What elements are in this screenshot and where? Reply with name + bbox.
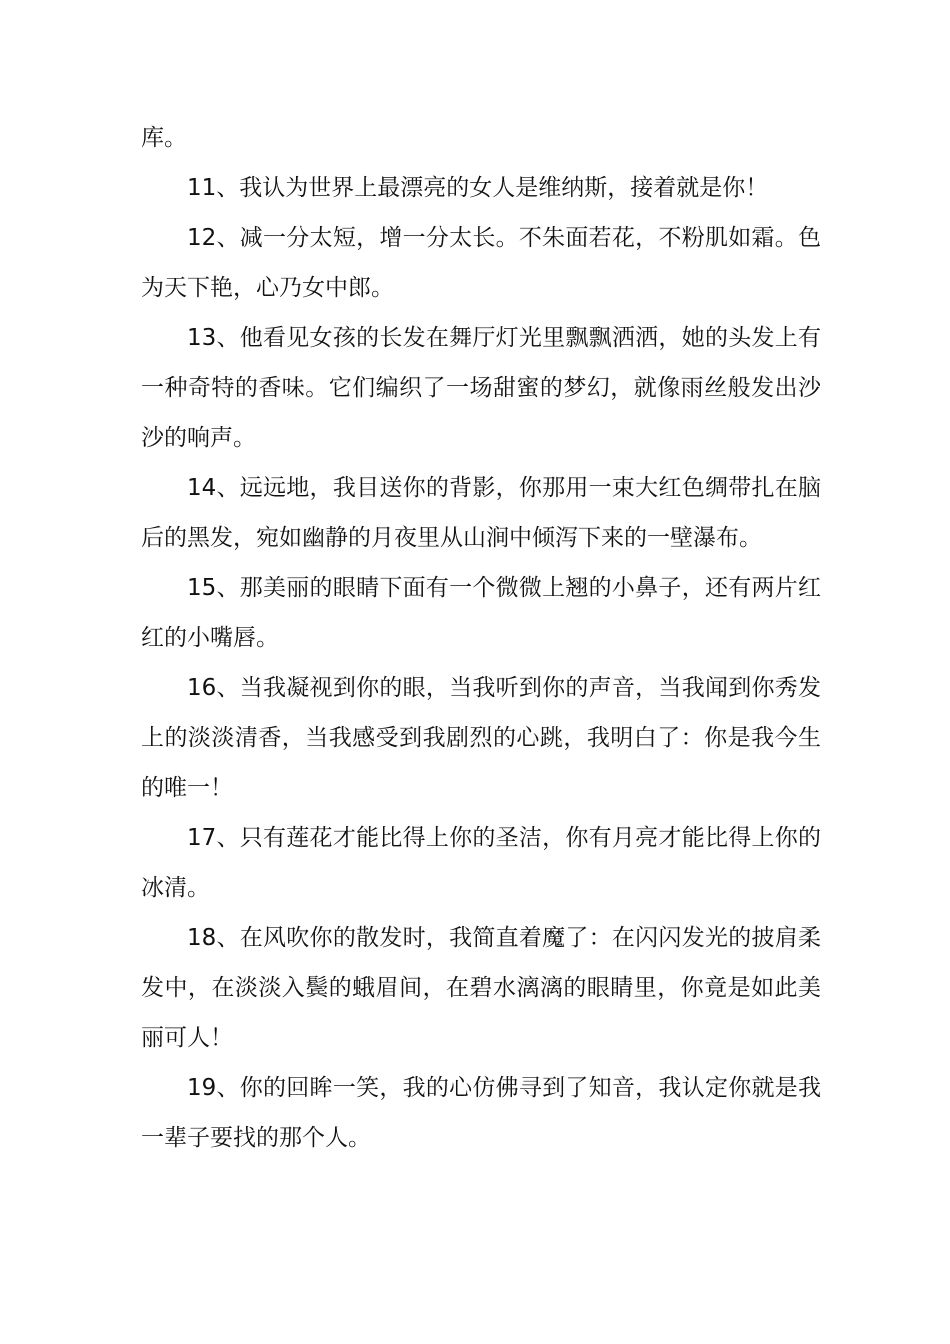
paragraph-16: 16、当我凝视到你的眼，当我听到你的声音，当我闻到你秀发上的淡淡清香，当我感受到我剧烈的心跳，我明白了：你是我今生的唯一！ bbox=[141, 675, 821, 801]
paragraph-continuation: 库。 bbox=[141, 125, 187, 151]
paragraph-17: 17、只有莲花才能比得上你的圣洁，你有月亮才能比得上你的冰清。 bbox=[141, 825, 821, 901]
paragraph-13: 13、他看见女孩的长发在舞厅灯光里飘飘洒洒，她的头发上有一种奇特的香味。它们编织了一场甜蜜的梦幻，就像雨丝般发出沙沙的响声。 bbox=[141, 325, 821, 451]
paragraph-18: 18、在风吹你的散发时，我简直着魔了：在闪闪发光的披肩柔发中，在淡淡入鬓的蛾眉间，在碧水漓漓的眼睛里，你竟是如此美丽可人！ bbox=[141, 925, 821, 1051]
paragraph-19: 19、你的回眸一笑，我的心仿佛寻到了知音，我认定你就是我一辈子要找的那个人。 bbox=[141, 1075, 821, 1151]
document-body bbox=[141, 113, 821, 1163]
paragraph-14: 14、远远地，我目送你的背影，你那用一束大红色绸带扎在脑后的黑发，宛如幽静的月夜里从山涧中倾泻下来的一壁瀑布。 bbox=[141, 475, 821, 551]
paragraph-15: 15、那美丽的眼睛下面有一个微微上翘的小鼻子，还有两片红红的小嘴唇。 bbox=[141, 575, 821, 651]
paragraph-12: 12、减一分太短，增一分太长。不朱面若花，不粉肌如霜。色为天下艳，心乃女中郎。 bbox=[141, 225, 821, 301]
paragraph-11: 11、我认为世界上最漂亮的女人是维纳斯，接着就是你！ bbox=[187, 175, 769, 201]
